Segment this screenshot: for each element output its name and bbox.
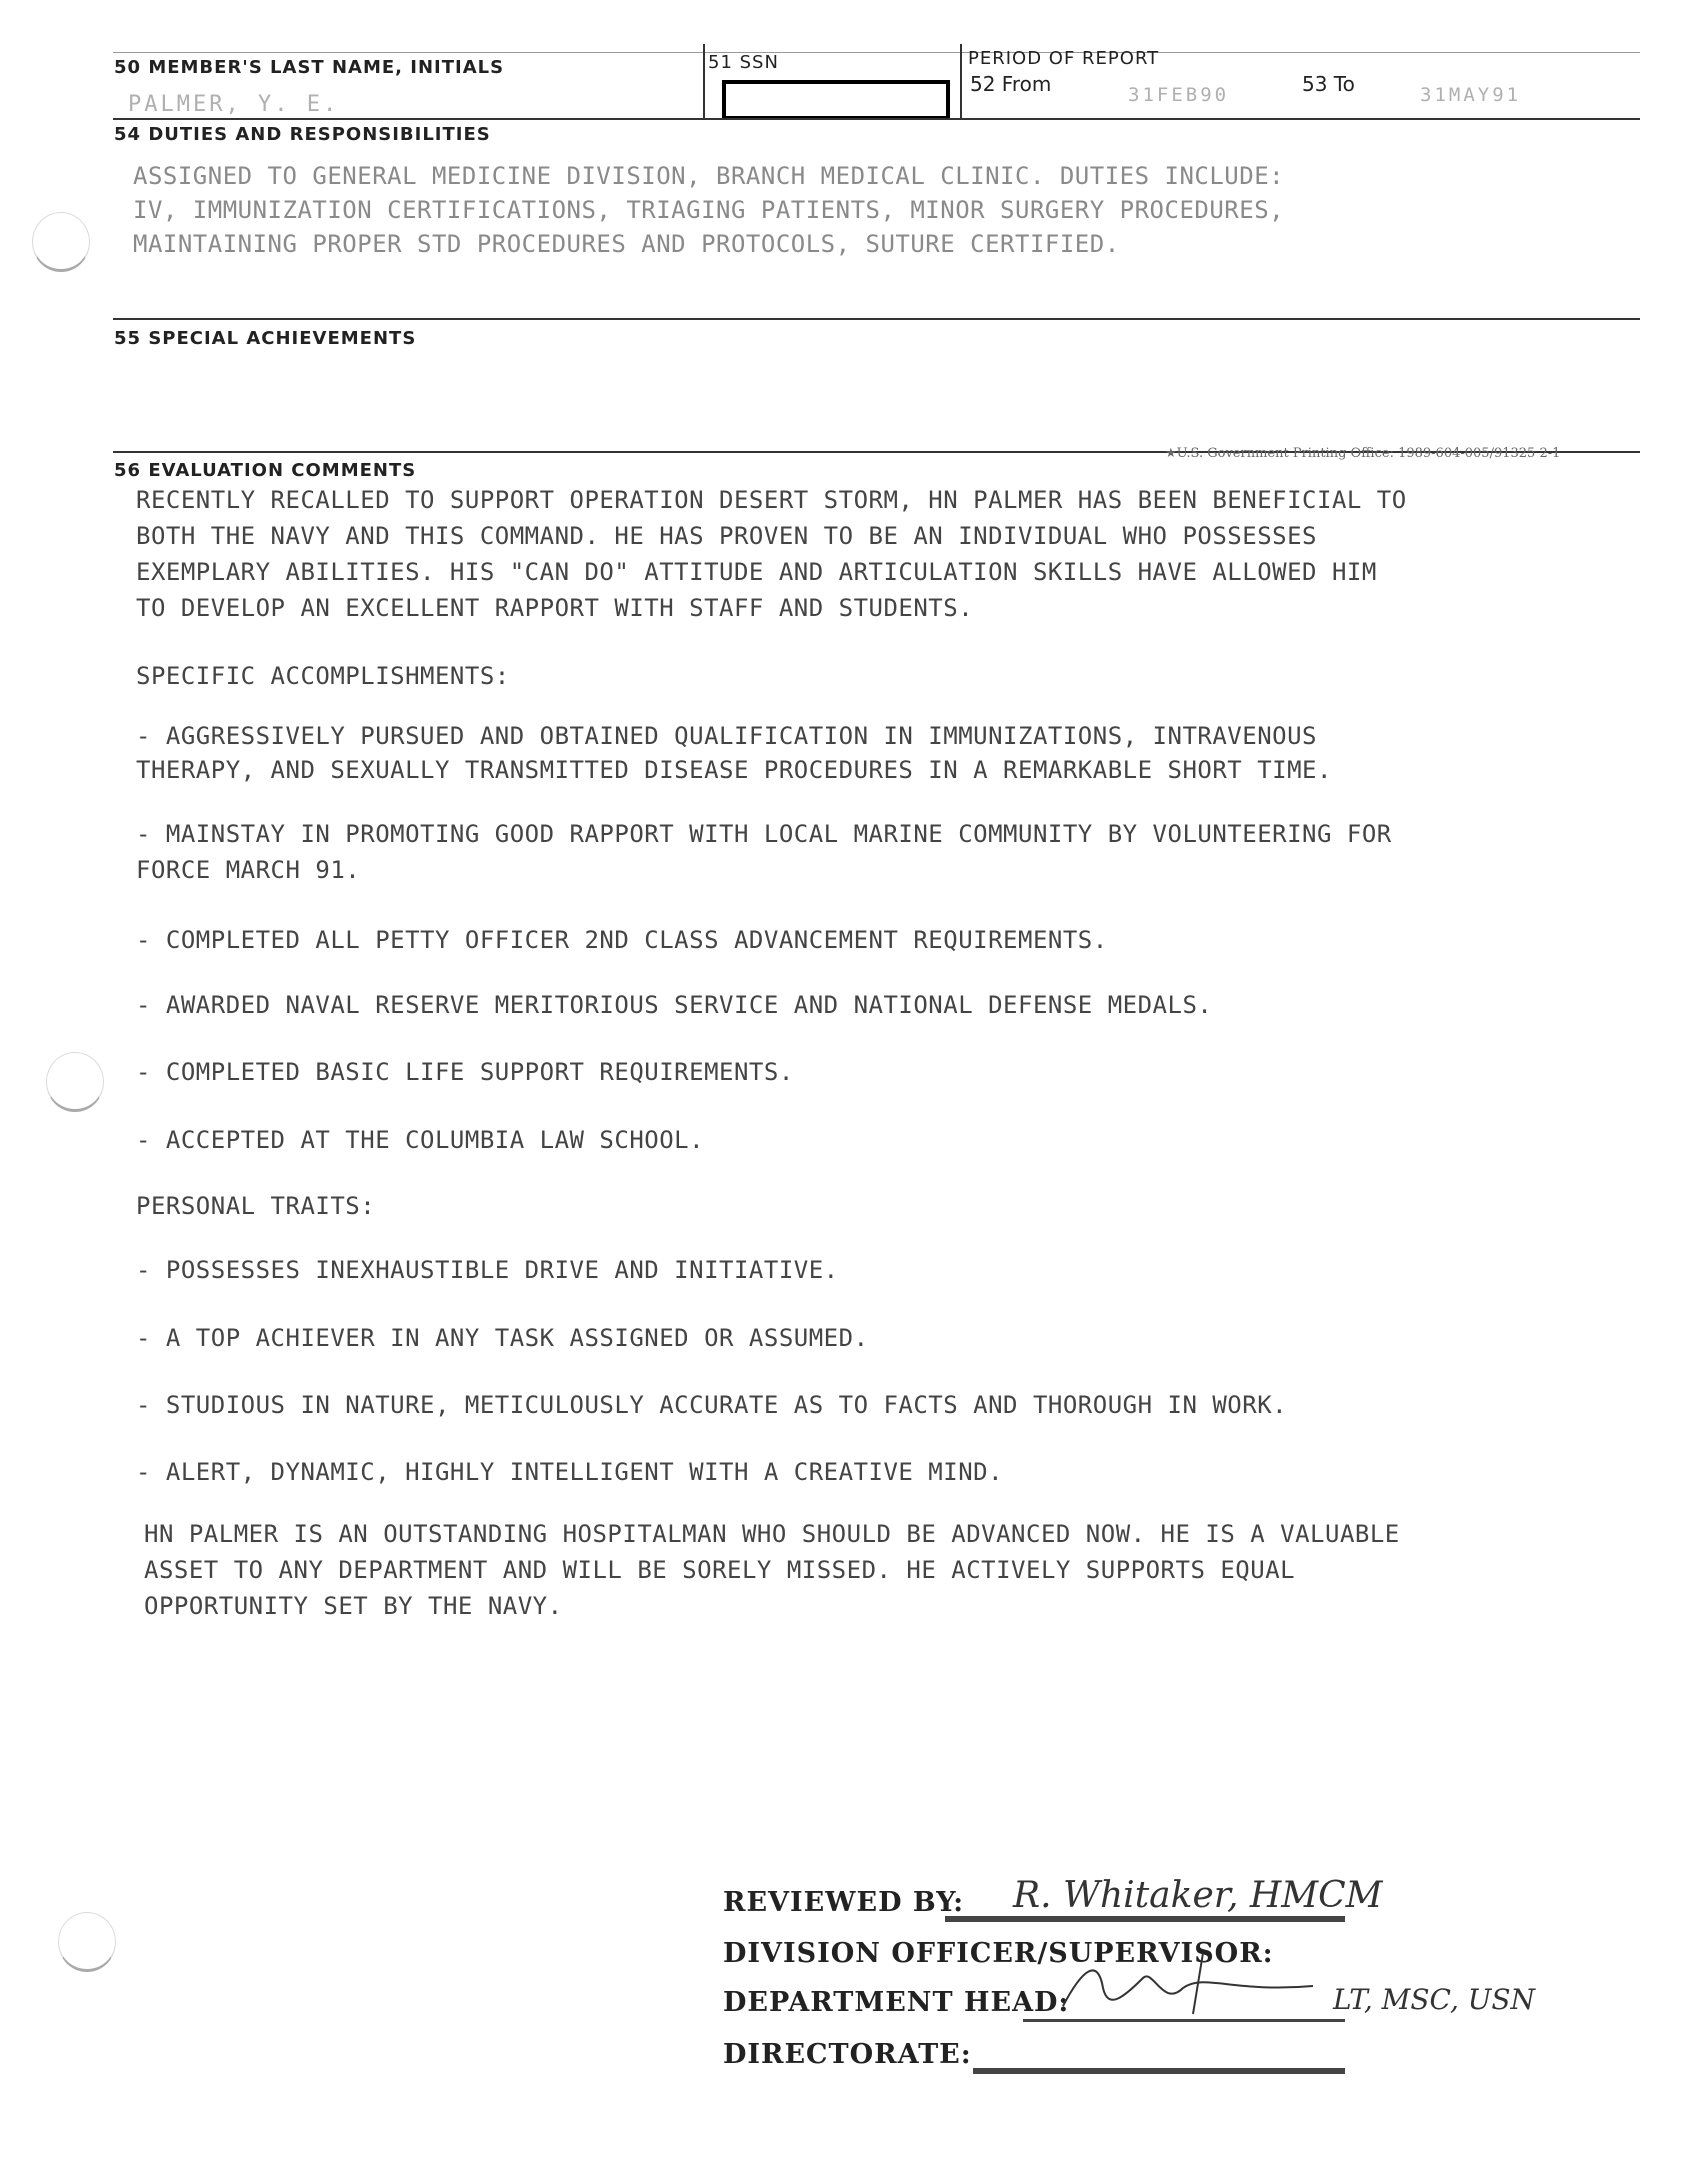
eval-line: RECENTLY RECALLED TO SUPPORT OPERATION DESERT STORM, HN PALMER HAS BEEN BENEFICIAL TO (136, 486, 1407, 514)
eval-line: FORCE MARCH 91. (136, 856, 361, 884)
duties-line: ASSIGNED TO GENERAL MEDICINE DIVISION, BRANCH MEDICAL CLINIC. DUTIES INCLUDE: (133, 162, 1285, 190)
evaluation-comments (136, 486, 1616, 1626)
eval-line: - A TOP ACHIEVER IN ANY TASK ASSIGNED OR ASSUMED. (136, 1324, 869, 1352)
binder-hole-middle (46, 1052, 104, 1112)
eval-line: EXEMPLARY ABILITIES. HIS "CAN DO" ATTITUDE AND ARTICULATION SKILLS HAVE ALLOWED HIM (136, 558, 1377, 586)
eval-line: - COMPLETED BASIC LIFE SUPPORT REQUIREMENTS. (136, 1058, 794, 1086)
eval-heading: PERSONAL TRAITS: (136, 1192, 376, 1220)
department-head-scrawl (1053, 1948, 1333, 2018)
eval-heading: SPECIFIC ACCOMPLISHMENTS: (136, 662, 510, 690)
duties-line: IV, IMMUNIZATION CERTIFICATIONS, TRIAGING PATIENTS, MINOR SURGERY PROCEDURES, (133, 196, 1285, 224)
binder-hole-top (32, 212, 90, 272)
binder-hole-bottom (58, 1912, 116, 1972)
evaluation-label: 56 EVALUATION COMMENTS (114, 460, 417, 481)
duties-line: MAINTAINING PROPER STD PROCEDURES AND PROTOCOLS, SUTURE CERTIFIED. (133, 230, 1120, 258)
period-divider (960, 44, 962, 118)
department-head-signature (1053, 1948, 1333, 2022)
eval-line: - STUDIOUS IN NATURE, METICULOUSLY ACCURATE AS TO FACTS AND THOROUGH IN WORK. (136, 1391, 1288, 1419)
ssn-redaction-box (722, 80, 950, 120)
to-label: 53 To (1302, 72, 1355, 96)
reviewed-by-label: REVIEWED BY: (723, 1887, 965, 1918)
header-bottom-rule (113, 118, 1640, 120)
department-head-title: LT, MSC, USN (1333, 1983, 1536, 2016)
ssn-divider (703, 44, 705, 118)
directorate-row (723, 2032, 1623, 2072)
reviewed-by-line (945, 1916, 1345, 1922)
duties-text (133, 162, 1613, 262)
duties-bottom-rule (113, 318, 1640, 320)
department-head-row (723, 1980, 1623, 2020)
directorate-label: DIRECTORATE: (723, 2039, 972, 2070)
duties-label: 54 DUTIES AND RESPONSIBILITIES (114, 124, 491, 145)
header-top-rule (113, 52, 1640, 53)
from-value: 31FEB90 (1128, 84, 1230, 106)
division-officer-label: DIVISION OFFICER/SUPERVISOR: (723, 1938, 1274, 1969)
eval-line: OPPORTUNITY SET BY THE NAVY. (144, 1592, 563, 1620)
directorate-line (973, 2068, 1345, 2074)
from-label: 52 From (970, 72, 1052, 96)
reviewed-by-signature: R. Whitaker, HMCM (1013, 1875, 1383, 1916)
eval-line: THERAPY, AND SEXUALLY TRANSMITTED DISEASE PROCEDURES IN A REMARKABLE SHORT TIME. (136, 756, 1332, 784)
period-label: PERIOD OF REPORT (968, 48, 1160, 69)
department-head-label: DEPARTMENT HEAD: (723, 1987, 1070, 2018)
special-achievements-label: 55 SPECIAL ACHIEVEMENTS (114, 328, 417, 349)
reviewed-by-row (723, 1875, 1623, 1920)
member-name-value: PALMER, Y. E. (128, 92, 340, 117)
printing-office-note: ★U.S. Government Printing Office: 1989-604-005/91325 2-1 (1165, 446, 1561, 461)
eval-line: BOTH THE NAVY AND THIS COMMAND. HE HAS PROVEN TO BE AN INDIVIDUAL WHO POSSESSES (136, 522, 1317, 550)
eval-line: - AGGRESSIVELY PURSUED AND OBTAINED QUALIFICATION IN IMMUNIZATIONS, INTRAVENOUS (136, 722, 1317, 750)
eval-line: - MAINSTAY IN PROMOTING GOOD RAPPORT WITH LOCAL MARINE COMMUNITY BY VOLUNTEERING FOR (136, 820, 1392, 848)
eval-line: - ALERT, DYNAMIC, HIGHLY INTELLIGENT WITH A CREATIVE MIND. (136, 1458, 1004, 1486)
eval-line: - POSSESSES INEXHAUSTIBLE DRIVE AND INITIATIVE. (136, 1256, 839, 1284)
to-value: 31MAY91 (1420, 84, 1522, 106)
eval-line: - COMPLETED ALL PETTY OFFICER 2ND CLASS ADVANCEMENT REQUIREMENTS. (136, 926, 1108, 954)
eval-line: TO DEVELOP AN EXCELLENT RAPPORT WITH STAFF AND STUDENTS. (136, 594, 974, 622)
ssn-label: 51 SSN (708, 52, 779, 73)
eval-line: ASSET TO ANY DEPARTMENT AND WILL BE SORELY MISSED. HE ACTIVELY SUPPORTS EQUAL (144, 1556, 1296, 1584)
eval-line: HN PALMER IS AN OUTSTANDING HOSPITALMAN WHO SHOULD BE ADVANCED NOW. HE IS A VALUABLE (144, 1520, 1400, 1548)
eval-line: - ACCEPTED AT THE COLUMBIA LAW SCHOOL. (136, 1126, 705, 1154)
eval-line: - AWARDED NAVAL RESERVE MERITORIOUS SERVICE AND NATIONAL DEFENSE MEDALS. (136, 991, 1213, 1019)
member-name-label: 50 MEMBER'S LAST NAME, INITIALS (114, 57, 505, 78)
